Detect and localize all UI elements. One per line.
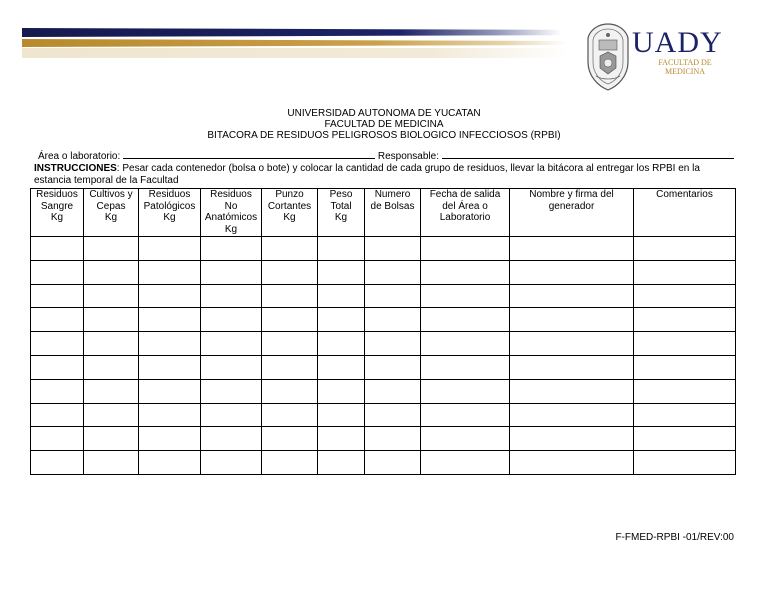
table-cell[interactable]: [421, 427, 510, 451]
table-cell[interactable]: [201, 284, 262, 308]
table-cell[interactable]: [84, 427, 139, 451]
brand-name: UADY: [632, 26, 723, 59]
col-nombre-firma: Nombre y firma del generador: [510, 189, 634, 237]
field-line: [38, 150, 734, 162]
table-cell[interactable]: [421, 379, 510, 403]
col-comentarios: Comentarios: [634, 189, 736, 237]
table-cell[interactable]: [318, 332, 365, 356]
table-cell[interactable]: [139, 260, 201, 284]
form-code: F-FMED-RPBI -01/REV:00: [615, 532, 734, 543]
table-cell[interactable]: [31, 308, 84, 332]
table-cell[interactable]: [31, 237, 84, 261]
table-cell[interactable]: [139, 284, 201, 308]
table-cell[interactable]: [31, 332, 84, 356]
table-cell[interactable]: [31, 379, 84, 403]
table-row: [31, 451, 736, 475]
table-cell[interactable]: [365, 308, 421, 332]
table-cell[interactable]: [31, 403, 84, 427]
table-cell[interactable]: [262, 403, 318, 427]
table-cell[interactable]: [510, 237, 634, 261]
table-row: [31, 284, 736, 308]
table-cell[interactable]: [421, 237, 510, 261]
table-cell[interactable]: [634, 403, 736, 427]
instructions-text: : Pesar cada contenedor (bolsa o bote) y colocar la cantidad de cada grupo de residuos, llevar la bitácora al entregar los RPBI en la estancia temporal de la Facultad: [34, 163, 700, 186]
table-cell[interactable]: [365, 355, 421, 379]
col-punzo-cortantes: Punzo Cortantes Kg: [262, 189, 318, 237]
table-cell[interactable]: [201, 308, 262, 332]
col-cultivos-cepas: Cultivos y Cepas Kg: [84, 189, 139, 237]
table-cell[interactable]: [84, 308, 139, 332]
table-cell[interactable]: [510, 427, 634, 451]
university-seal-icon: [584, 22, 632, 92]
table-row: [31, 355, 736, 379]
table-cell[interactable]: [262, 332, 318, 356]
title-faculty: FACULTAD DE MEDICINA: [324, 119, 444, 130]
table-cell[interactable]: [634, 427, 736, 451]
table-cell[interactable]: [139, 427, 201, 451]
table-cell[interactable]: [31, 355, 84, 379]
table-cell[interactable]: [262, 451, 318, 475]
table-cell[interactable]: [84, 284, 139, 308]
table-cell[interactable]: [634, 237, 736, 261]
table-cell[interactable]: [318, 403, 365, 427]
brand: [632, 26, 723, 76]
table-header-row: [31, 189, 736, 237]
table-cell[interactable]: [139, 451, 201, 475]
table-row: [31, 379, 736, 403]
table-cell[interactable]: [510, 355, 634, 379]
instructions: [34, 163, 734, 187]
table-cell[interactable]: [139, 403, 201, 427]
table-cell[interactable]: [84, 332, 139, 356]
table-cell[interactable]: [139, 379, 201, 403]
table-cell[interactable]: [634, 355, 736, 379]
table-cell[interactable]: [318, 237, 365, 261]
table-cell[interactable]: [510, 403, 634, 427]
col-residuos-no-anatomicos: Residuos No Anatómicos Kg: [201, 189, 262, 237]
table-cell[interactable]: [31, 260, 84, 284]
table-cell[interactable]: [634, 308, 736, 332]
table-cell[interactable]: [634, 379, 736, 403]
table-cell[interactable]: [510, 284, 634, 308]
table-cell[interactable]: [139, 237, 201, 261]
table-row: [31, 332, 736, 356]
table-cell[interactable]: [84, 379, 139, 403]
table-cell[interactable]: [365, 427, 421, 451]
table-cell[interactable]: [31, 451, 84, 475]
table-cell[interactable]: [139, 332, 201, 356]
table-cell[interactable]: [31, 427, 84, 451]
table-cell[interactable]: [262, 260, 318, 284]
table-cell[interactable]: [318, 355, 365, 379]
table-cell[interactable]: [318, 379, 365, 403]
table-cell[interactable]: [365, 260, 421, 284]
table-cell[interactable]: [201, 403, 262, 427]
title-university: UNIVERSIDAD AUTONOMA DE YUCATAN: [287, 108, 481, 119]
table-cell[interactable]: [421, 451, 510, 475]
table-cell[interactable]: [634, 284, 736, 308]
table-cell[interactable]: [84, 451, 139, 475]
table-cell[interactable]: [421, 284, 510, 308]
table-cell[interactable]: [365, 379, 421, 403]
area-label: Área o laboratorio:: [38, 151, 121, 162]
table-cell[interactable]: [510, 308, 634, 332]
table-cell[interactable]: [634, 260, 736, 284]
col-residuos-sangre: Residuos Sangre Kg: [31, 189, 84, 237]
table-cell[interactable]: [365, 284, 421, 308]
brand-sub-line-2: MEDICINA: [665, 67, 705, 76]
instructions-label: INSTRUCCIONES: [34, 163, 117, 174]
table-cell[interactable]: [31, 284, 84, 308]
responsable-label: Responsable:: [377, 151, 439, 162]
table-cell[interactable]: [262, 355, 318, 379]
table-cell[interactable]: [84, 355, 139, 379]
table-cell[interactable]: [139, 308, 201, 332]
rpbi-log-table: [30, 188, 736, 475]
navy-stripe: [22, 28, 562, 37]
table-cell[interactable]: [318, 427, 365, 451]
table-cell[interactable]: [421, 403, 510, 427]
table-cell[interactable]: [510, 332, 634, 356]
table-cell[interactable]: [510, 379, 634, 403]
table-cell[interactable]: [262, 308, 318, 332]
title-log: BITACORA DE RESIDUOS PELIGROSOS BIOLOGICO INFECCIOSOS (RPBI): [207, 130, 561, 141]
table-cell[interactable]: [421, 332, 510, 356]
table-cell[interactable]: [84, 260, 139, 284]
table-cell[interactable]: [365, 332, 421, 356]
table-cell[interactable]: [262, 237, 318, 261]
brand-sub-line-1: FACULTAD DE: [658, 58, 712, 67]
header-band: [0, 0, 768, 100]
table-cell[interactable]: [318, 308, 365, 332]
cream-stripe: [22, 48, 567, 58]
table-cell[interactable]: [421, 308, 510, 332]
table-cell[interactable]: [365, 403, 421, 427]
table-cell[interactable]: [318, 451, 365, 475]
table-cell[interactable]: [201, 332, 262, 356]
table-cell[interactable]: [365, 451, 421, 475]
table-cell[interactable]: [421, 260, 510, 284]
table-cell[interactable]: [510, 260, 634, 284]
table-row: [31, 260, 736, 284]
responsable-field[interactable]: [442, 150, 734, 159]
table-cell[interactable]: [318, 260, 365, 284]
table-body: [31, 237, 736, 475]
table-row: [31, 427, 736, 451]
table-cell[interactable]: [201, 427, 262, 451]
area-field[interactable]: [123, 150, 375, 159]
table-row: [31, 237, 736, 261]
table-cell[interactable]: [139, 355, 201, 379]
table-row: [31, 308, 736, 332]
table-cell[interactable]: [201, 355, 262, 379]
table-cell[interactable]: [201, 237, 262, 261]
table-cell[interactable]: [421, 355, 510, 379]
table-cell[interactable]: [510, 451, 634, 475]
table-row: [31, 403, 736, 427]
table-cell[interactable]: [84, 237, 139, 261]
col-peso-total: Peso Total Kg: [318, 189, 365, 237]
document-titles: [0, 108, 768, 141]
col-numero-bolsas: Numero de Bolsas: [365, 189, 421, 237]
table-cell[interactable]: [84, 403, 139, 427]
table-cell[interactable]: [318, 284, 365, 308]
col-residuos-patologicos: Residuos Patológicos Kg: [139, 189, 201, 237]
table-cell[interactable]: [262, 379, 318, 403]
col-fecha-salida: Fecha de salida del Área o Laboratorio: [421, 189, 510, 237]
table-cell[interactable]: [201, 379, 262, 403]
table-cell[interactable]: [262, 427, 318, 451]
table-cell[interactable]: [634, 451, 736, 475]
table-cell[interactable]: [262, 284, 318, 308]
gold-stripe: [22, 39, 567, 47]
table-cell[interactable]: [634, 332, 736, 356]
table-cell[interactable]: [201, 260, 262, 284]
table-cell[interactable]: [365, 237, 421, 261]
table-cell[interactable]: [201, 451, 262, 475]
